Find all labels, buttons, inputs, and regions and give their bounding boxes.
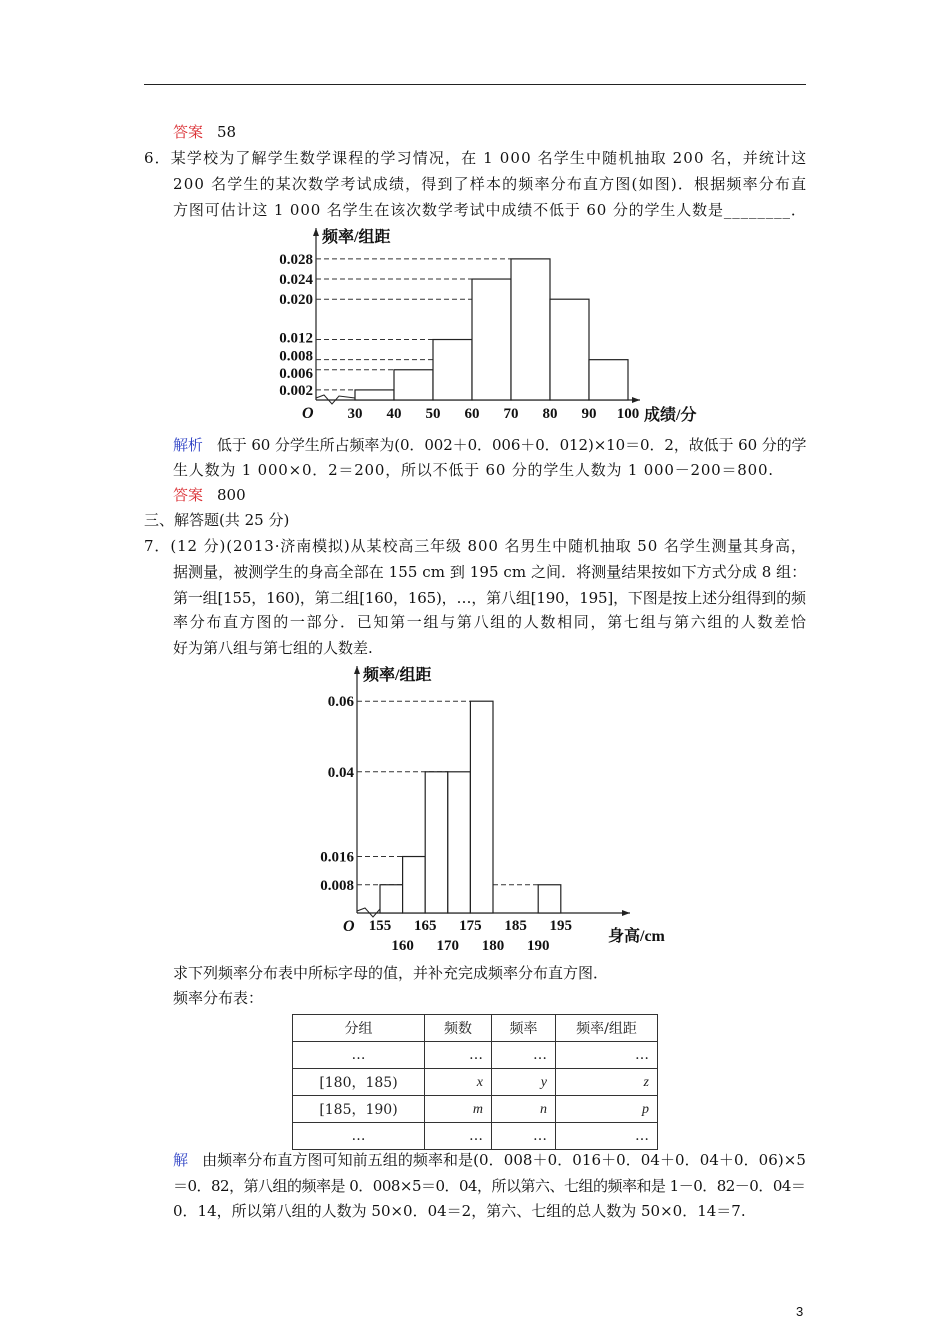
y-tick-label: 0.06: [327, 694, 354, 711]
x-tick-label: 185: [504, 918, 527, 934]
x-tick-label: 195: [549, 918, 573, 934]
y-axis-label: 频率/组距: [363, 667, 432, 684]
y-axis-label: 频率/组距: [322, 229, 391, 246]
table-cell: …: [556, 1123, 658, 1150]
x-tick-label: 180: [481, 938, 505, 954]
x-tick-label: 100: [616, 406, 640, 422]
x-tick-label: 40: [386, 406, 402, 422]
table-row: [293, 1069, 658, 1096]
q6-line-1: 6．某学校为了解学生数学课程的学习情况，在 1 000 名学生中随机抽取 200 名，并统计这: [144, 149, 808, 167]
y-tick-label: 0.002: [279, 382, 313, 399]
page-number: 3: [796, 1304, 804, 1319]
table-header-row: [293, 1015, 658, 1042]
origin-label: O: [302, 405, 314, 422]
q7-line-4: 率分布直方图的一部分．已知第一组与第八组的人数相同，第七组与第六组的人数差恰: [173, 613, 808, 631]
table-title: 频率分布表：: [173, 989, 264, 1007]
table-cell: x: [476, 1074, 483, 1090]
table-row: [293, 1042, 658, 1069]
header-count: 频数: [425, 1015, 492, 1042]
table-cell: …: [425, 1123, 492, 1150]
x-tick-label: 165: [413, 918, 437, 934]
q7-solution-line-2: ＝0．82，第八组的频率是 0．008×5＝0．04，所以第六、七组的频率和是 1－0．82－0．04＝: [173, 1177, 806, 1195]
table-cell: p: [642, 1101, 649, 1117]
q7-solution-line-1: 解 由频率分布直方图可知前五组的频率和是(0．008＋0．016＋0．04＋0．04＋0．06)×5: [173, 1151, 807, 1169]
x-axis-arrow-icon: [622, 910, 630, 916]
q7-line-5: 好为第八组与第七组的人数差.: [173, 639, 373, 657]
y-tick-label: 0.008: [320, 877, 354, 894]
table-cell: [185，190): [293, 1096, 425, 1123]
q7-instruction: 求下列频率分布表中所标字母的值，并补充完成频率分布直方图．: [173, 964, 609, 982]
y-tick-label: 0.008: [279, 348, 313, 365]
q6-analysis-line-1: 解析 低于 60 分学生所占频率为(0．002＋0．006＋0．012)×10＝0．2，故低于 60 分的学: [173, 436, 807, 454]
table-cell: [180，185): [293, 1069, 425, 1096]
q6-line-3: 方图可估计这 1 000 名学生在该次数学考试中成绩不低于 60 分的学生人数是________．: [173, 201, 807, 219]
table-cell: …: [492, 1042, 556, 1069]
section-3-heading: 三、解答题(共 25 分): [144, 511, 290, 529]
x-axis-label: 身高/cm: [608, 928, 665, 945]
table-cell: z: [643, 1074, 649, 1090]
y-tick-label: 0.016: [320, 849, 354, 866]
header-density: 频率/组距: [556, 1015, 658, 1042]
histogram-bar: [403, 857, 426, 913]
table-cell: y: [540, 1074, 547, 1090]
q7-line-2: 据测量，被测学生的身高全部在 155 cm 到 195 cm 之间．将测量结果按如下方式分成 8 组：: [173, 563, 807, 581]
x-tick-label: 175: [459, 918, 482, 934]
histogram-bar: [448, 772, 471, 913]
x-tick-label: 60: [464, 406, 480, 422]
y-tick-label: 0.020: [279, 292, 313, 309]
histogram-bar: [470, 701, 493, 913]
table-cell: …: [293, 1042, 425, 1069]
histogram-bar: [425, 772, 448, 913]
q6-analysis-line-2: 生人数为 1 000×0．2＝200，所以不低于 60 分的学生人数为 1 000－200＝800.: [173, 461, 774, 479]
table-cell: n: [540, 1101, 547, 1117]
table-row: [293, 1123, 658, 1150]
x-tick-label: 70: [503, 406, 519, 422]
x-tick-label: 80: [542, 406, 558, 422]
x-axis-label: 成绩/分: [644, 407, 697, 424]
table-cell: …: [293, 1123, 425, 1150]
y-tick-label: 0.012: [279, 330, 313, 347]
x-tick-label: 160: [391, 938, 414, 954]
x-tick-label: 155: [368, 918, 392, 934]
y-axis-arrow-icon: [354, 666, 360, 674]
q6-line-2: 200 名学生的某次数学考试成绩，得到了样本的频率分布直方图(如图)．根据频率分布直: [173, 175, 808, 193]
y-tick-label: 0.04: [327, 764, 354, 781]
x-tick-label: 190: [526, 938, 550, 954]
origin-label: O: [343, 918, 355, 935]
y-tick-label: 0.006: [279, 365, 313, 382]
x-tick-label: 170: [436, 938, 460, 954]
table-cell: …: [492, 1123, 556, 1150]
header-group: 分组: [293, 1015, 425, 1042]
y-tick-label: 0.028: [279, 251, 313, 268]
table-row: [293, 1096, 658, 1123]
x-tick-label: 30: [347, 406, 363, 422]
table-cell: …: [425, 1042, 492, 1069]
x-tick-label: 90: [581, 406, 597, 422]
x-tick-label: 50: [425, 406, 441, 422]
q7-solution-line-3: 0．14，所以第八组的人数为 50×0．04＝2，第六、七组的总人数为 50×0．14＝7.: [173, 1202, 746, 1220]
q7-line-3: 第一组[155，160)，第二组[160，165)，…，第八组[190，195]，下图是按上述分组得到的频: [173, 589, 806, 607]
histogram-bar: [538, 885, 561, 913]
histogram-bar: [380, 885, 403, 913]
table-cell: m: [472, 1101, 483, 1117]
table-cell: …: [556, 1042, 658, 1069]
y-tick-label: 0.024: [279, 272, 313, 289]
header-frequency: 频率: [492, 1015, 556, 1042]
prev-answer: 答案 58: [173, 123, 237, 141]
q7-line-1: 7．(12 分)(2013·济南模拟)从某校高三年级 800 名男生中随机抽取 50 名学生测量其身高，: [144, 537, 807, 555]
q6-answer: 答案 800: [173, 486, 246, 504]
frequency-table: [292, 1014, 658, 1150]
